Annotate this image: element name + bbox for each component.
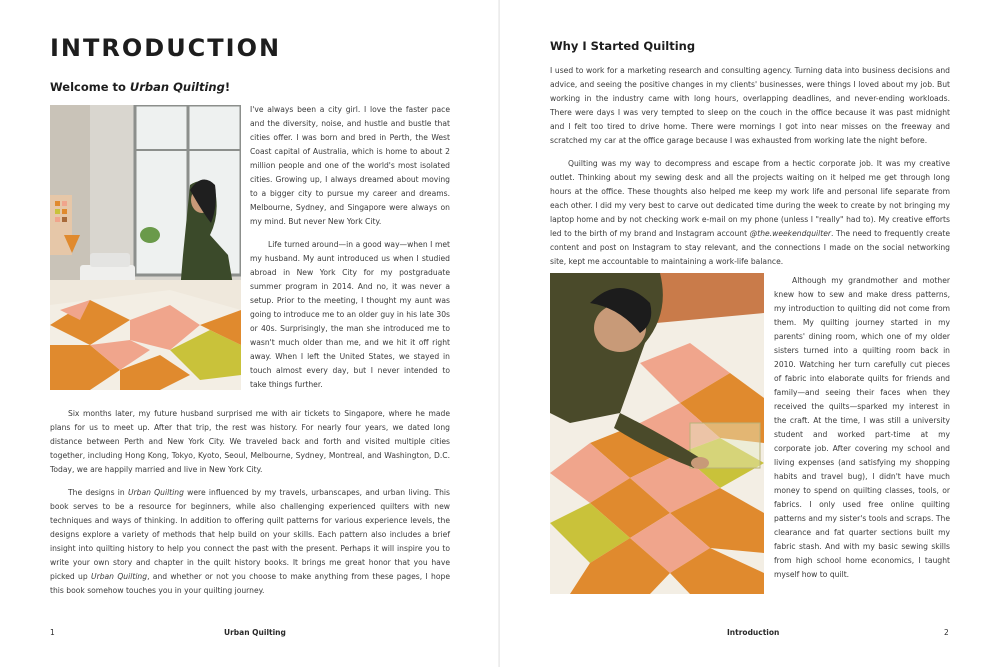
paragraph: The designs in Urban Quilting were influenced by my travels, urbanscapes, and urban living. This book serves to be a resource for beginners, while also challenging experienced quilters with new techniques and ways of thinking. In addition to offering quilt patterns for various experience levels, the designs explore a variety of methods that help build on your skills. Each pattern also includes a brief insight into quilting history to help you connect the past with the present. Perhaps it will inspire you to write your own story and chapter in the quilt history books. It brings me great honor that you have picked up Urban Quilting, and whether or not you choose to make anything from these pages, I hope this book somehow touches you in your quilting journey. (50, 488, 450, 595)
paragraph: Life turned around—in a good way—when I met my husband. My aunt introduced us when I studied abroad in New York City for my postgraduate summer program in 2014. And no, it was never a setup. Prior to the meeting, I thought my aunt was going to introduce me to an older guy in his late 30s or 40s. Surprisingly, the man she introduced me to wasn't much older than me, and we hit it off right away. When I left the United States, we stayed in touch almost every day, but I never intended to take things further. (250, 240, 450, 389)
running-title: Introduction (727, 628, 780, 637)
intro-column-text (250, 103, 450, 392)
sewing-photo (50, 105, 241, 390)
paragraph: Although my grandmother and mother knew how to sew and make dress patterns, my introduction to quilting did not come from them. My quilting journey started in my parents' dining room, which one of my older sisters turned into a quilting room back in 2010. Watching her turn carefully cut pieces of fabric into elaborate quilts for friends and family—and seeing their faces when they received the quilts—sparked my interest in the craft. At the time, I was still a university student and worked part-time at my corporate job. After covering my school and living expenses (and satisfying my shopping habits and travel bug), I didn't have much money to spend on quilting classes, tools, or fabrics. I only used free online quilting patterns and my sister's tools and scraps. The clearance and fat quarter sections built my fabric stash. And with my basic sewing skills from high school home economics, I taught myself how to quilt. (774, 276, 950, 579)
section-text-top (550, 64, 950, 269)
section-subhead: Why I Started Quilting (550, 39, 696, 53)
chapter-title: INTRODUCTION (50, 34, 282, 62)
subhead-prefix: Welcome to (50, 80, 130, 94)
paragraph: Quilting was my way to decompress and escape from a hectic corporate job. It was my creative outlet. Thinking about my sewing desk and all the projects waiting on it helped me get through long hours at the office. These thoughts also helped me keep my work life and personal life separate from each other. I did my very best to carve out dedicated time during the week to create by not bringing my laptop home and by not checking work e-mail on my phone (unless I "really" had to). My creative efforts led to the birth of my brand and Instagram account @the.weekendquilter. The need to frequently create content and post on Instagram to stay relevant, and the connections I made on the social networking site, kept me accountable to maintaining a work-life balance. (550, 159, 951, 266)
page-number: 1 (50, 628, 55, 637)
intro-full-text (50, 407, 450, 598)
quilting-photo (550, 273, 764, 594)
page-number: 2 (944, 628, 949, 637)
paragraph: I've always been a city girl. I love the faster pace and the diversity, noise, and hustle and bustle that cities offer. I was born and bred in Perth, the West Coast capital of Australia, which is home to about 2 million people and one of the world's most isolated cities. Growing up, I always dreamed about moving to a bigger city to pursue my career and dreams. Melbourne, Sydney, and Singapore were always on my mind. But never New York City. (250, 105, 450, 226)
running-title: Urban Quilting (224, 628, 286, 637)
welcome-subhead (50, 80, 230, 94)
right-page (500, 0, 1000, 667)
section-text-side (774, 274, 950, 582)
subhead-suffix: ! (224, 80, 231, 94)
subhead-book-title: Urban Quilting (129, 80, 225, 94)
paragraph: I used to work for a marketing research and consulting agency. Turning data into business decisions and advice, and seeing the positive changes in my clients' businesses, were things I loved about my job. But working in the industry came with long hours, overlapping deadlines, and never-ending workloads. There were days I was very tempted to sleep on the couch in the office because it was past midnight and I felt too tired to drive home. There were mornings I got into near misses on the freeway and scratched my car at the office garage because I was exhausted from working late the night before. (550, 66, 950, 145)
paragraph: Six months later, my future husband surprised me with air tickets to Singapore, where he made plans for us to meet up. After that trip, the rest was history. For nearly four years, we dated long distance between Perth and New York City. We traveled back and forth and visited multiple cities together, including Hong Kong, Tokyo, Kyoto, Seoul, Melbourne, Sydney, Montreal, and Washington, D.C. Today, we are happily married and live in New York City. (50, 409, 450, 474)
